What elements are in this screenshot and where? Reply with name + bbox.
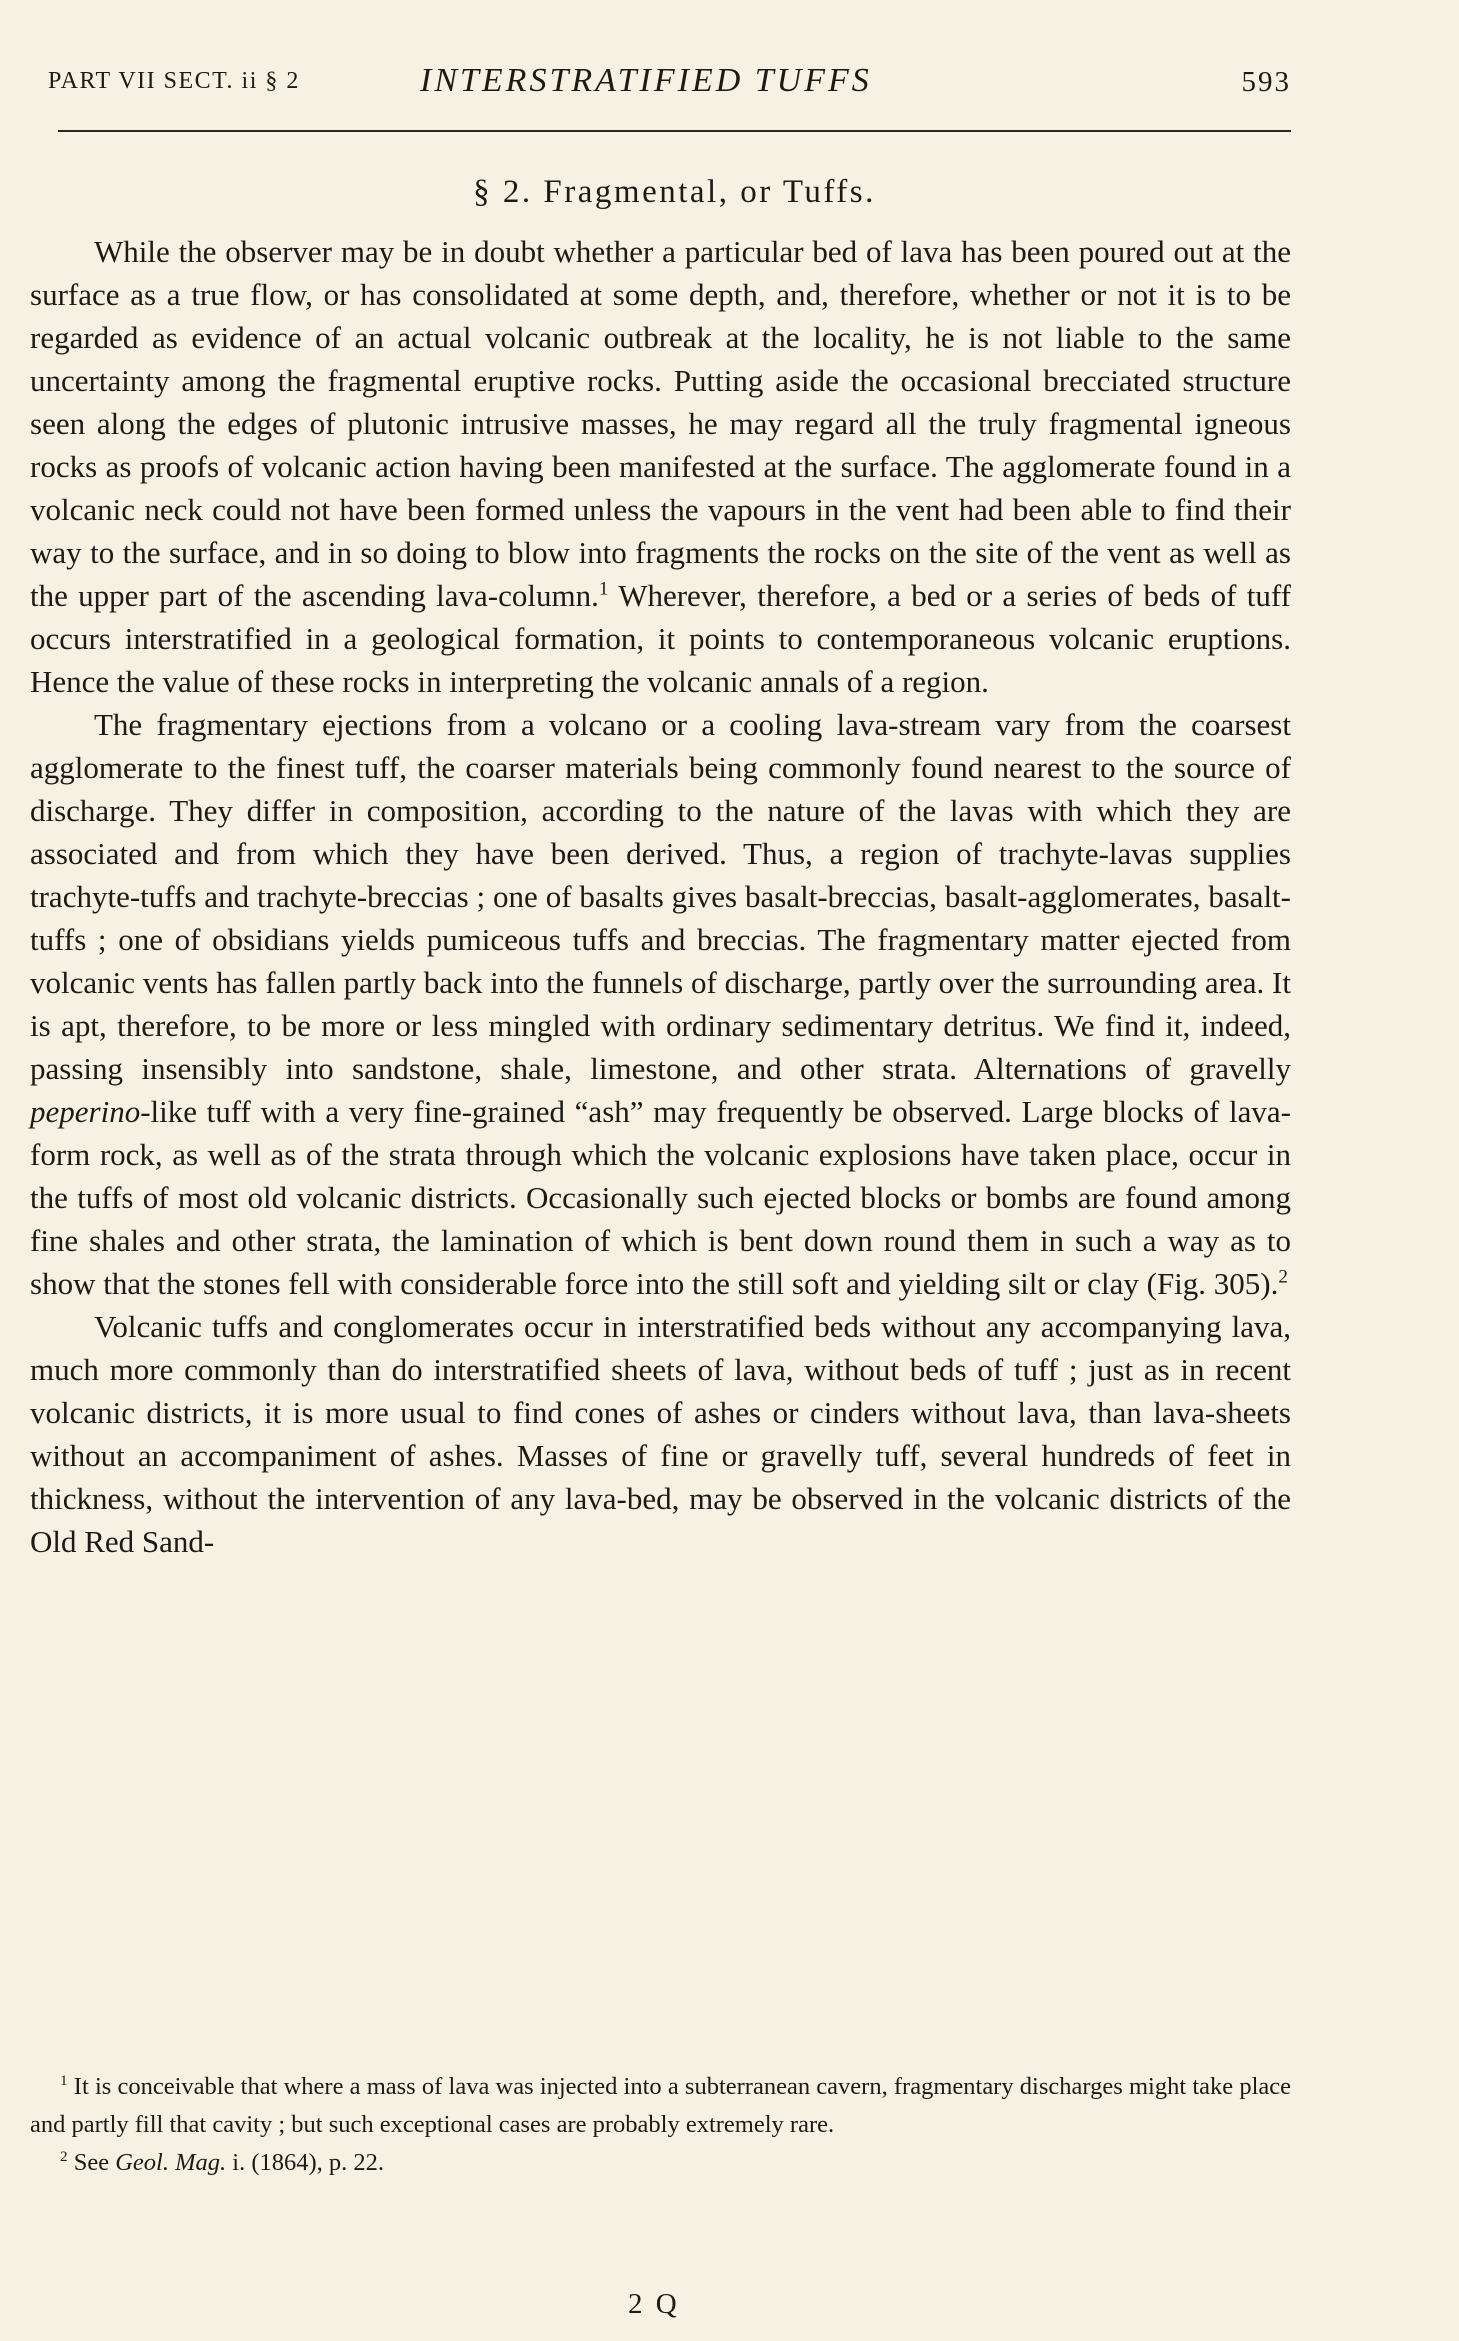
- section-title: § 2. Fragmental, or Tuffs.: [473, 174, 876, 210]
- footnote-1-text: It is conceivable that where a mass of lava was injected into a subterranean cavern, fragmentary discharges might take place and partly fill that cavity ; but such exceptional cases are probably extremely rare.: [30, 2073, 1291, 2138]
- paragraph-2-italic-term: peperino: [30, 1094, 141, 1129]
- header-part-section: PART VII SECT. ii § 2: [48, 68, 300, 94]
- running-header: [28, 62, 1291, 108]
- footnote-2-post: i. (1864), p. 22.: [226, 2149, 385, 2176]
- paragraph-3: [30, 1305, 1291, 1563]
- paragraph-2-text-a: The fragmentary ejections from a volcano or a cooling lava-stream vary from the coarsest agglomerate to the finest tuff, the coarser materials being commonly found nearest to the source of discharge. They differ in composition, according to the nature of the lavas with which they are associated and from which they have been derived. Thus, a region of trachyte-lavas supplies trachyte-tuffs and trachyte-breccias ; one of basalts gives basalt-breccias, basalt-agglomerates, basalt-tuffs ; one of obsidians yields pumiceous tuffs and breccias. The fragmentary matter ejected from volcanic vents has fallen partly back into the funnels of discharge, partly over the surrounding area. It is apt, therefore, to be more or less mingled with ordinary sedimentary detritus. We find it, indeed, passing insensibly into sandstone, shale, limestone, and other strata. Alternations of gravelly: [30, 707, 1291, 1086]
- footnote-2-mark: 2: [60, 2147, 68, 2165]
- footnote-2: [30, 2144, 1291, 2182]
- footnote-1: [30, 2068, 1291, 2144]
- paragraph-1-text-a: While the observer may be in doubt whether a particular bed of lava has been poured out at the surface as a true flow, or has consolidated at some depth, and, therefore, whether or not it is to be regarded as evidence of an actual volcanic outbreak at the locality, he is not liable to the same uncertainty among the fragmental eruptive rocks. Putting aside the occasional brecciated structure seen along the edges of plutonic intrusive masses, he may regard all the truly fragmental igneous rocks as proofs of volcanic action having been manifested at the surface. The agglomerate found in a volcanic neck could not have been formed unless the vapours in the vent had been able to find their way to the surface, and in so doing to blow into fragments the rocks on the site of the vent as well as the upper part of the ascending lava-column.: [30, 234, 1291, 613]
- paragraph-1: [30, 230, 1291, 703]
- footnote-ref-1: 1: [598, 578, 609, 600]
- footnote-2-pre: See: [67, 2149, 116, 2176]
- header-rule: [58, 130, 1291, 132]
- footnote-2-journal: Geol. Mag.: [115, 2149, 227, 2176]
- footnote-1-mark: 1: [60, 2071, 68, 2089]
- header-page-number: 593: [1241, 66, 1291, 98]
- paragraph-1-text-b: Wherever, therefore, a bed or a series of beds of tuff occurs interstratified in a geological formation, it points to contemporaneous volcanic eruptions. Hence the value of these rocks in interpreting the volcanic annals of a region.: [30, 578, 1291, 699]
- paragraph-3-text: Volcanic tuffs and conglomerates occur in interstratified beds without any accompanying lava, much more commonly than do interstratified sheets of lava, without beds of tuff ; just as in recent volcanic districts, it is more usual to find cones of ashes or cinders without lava, than lava-sheets without an accompaniment of ashes. Masses of fine or gravelly tuff, several hundreds of feet in thickness, without the intervention of any lava-bed, may be observed in the volcanic districts of the Old Red Sand-: [30, 1309, 1291, 1559]
- paragraph-2: [30, 703, 1291, 1305]
- body-text: [30, 230, 1291, 1563]
- signature-mark: 2 Q: [628, 2288, 680, 2320]
- header-running-title: INTERSTRATIFIED TUFFS: [420, 62, 872, 99]
- footnotes: [30, 2068, 1291, 2182]
- footnote-ref-2: 2: [1278, 1266, 1288, 1288]
- book-page: [28, 62, 1291, 2320]
- paragraph-2-text-b: -like tuff with a very fine-grained “ash” may frequently be observed. Large blocks of lava-form rock, as well as of the strata through which the volcanic explosions have taken place, occur in the tuffs of most old volcanic districts. Occasionally such ejected blocks or bombs are found among fine shales and other strata, the lamination of which is bent down round them in such a way as to show that the stones fell with considerable force into the still soft and yielding silt or clay (Fig. 305).: [30, 1094, 1291, 1301]
